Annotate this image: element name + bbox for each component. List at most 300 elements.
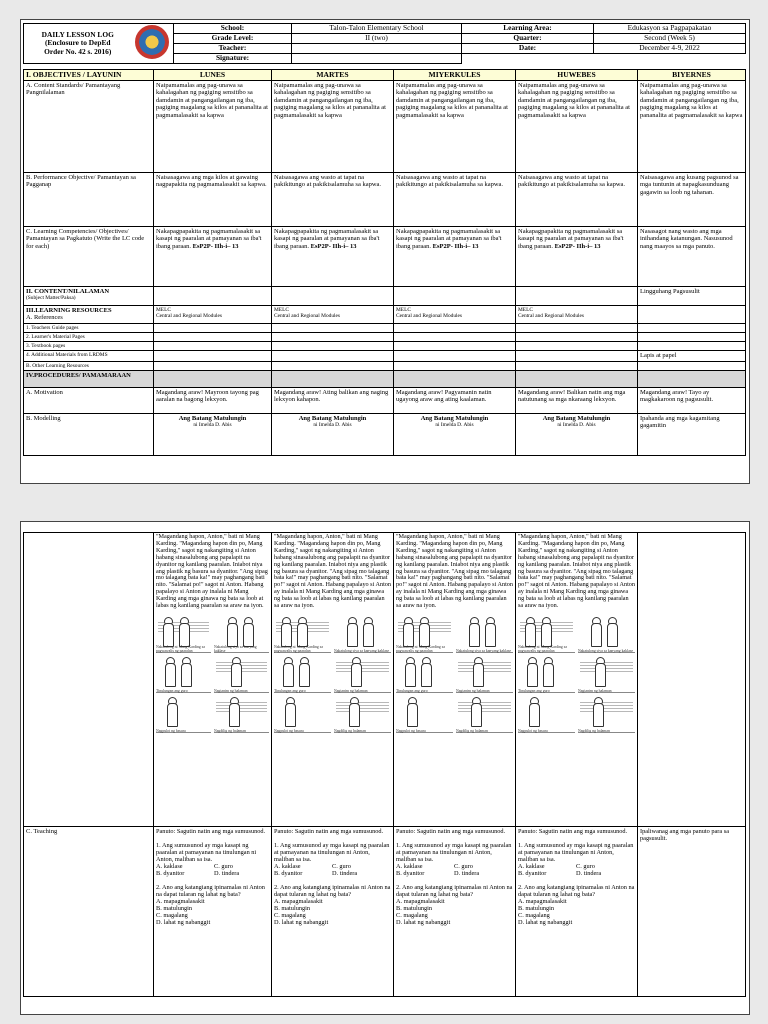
figure-body [525,623,536,647]
empty-cell [394,361,516,370]
story-illustrations [274,616,391,733]
quiz-q1-choices-row1 [156,863,269,870]
quiz-q1-b: B. dyanitor [396,870,425,877]
empty-cell [272,286,394,305]
resources-label [24,305,154,323]
illustration-1 [156,616,211,653]
lc-text: Nakapagpapakita ng pagmamalasakit sa kasapi ng paaralan at pamayanan sa iba't ibang paraan. [518,227,624,250]
quiz-q1-d: D. tindera [576,870,602,877]
caption: Tinulungan ang guro [156,688,188,693]
references-label: A. References [26,314,63,321]
quiz-q2-b: B. matulungin [396,905,433,912]
content-subheading: (Subject Matter/Paksa) [26,295,76,301]
tg-row [24,323,746,332]
gray-cell [638,370,746,387]
figure-body [591,623,602,647]
illustration-fence [336,702,389,712]
grade-value: II (two) [292,34,462,44]
illustration-fence [216,702,267,712]
quiz-q1-b: B. dyanitor [518,870,547,877]
teaching-tue [272,827,394,997]
quiz-q1-choices-row2 [396,870,513,877]
figure-body [595,663,606,687]
motivation-tue: Magandang araw! Ating balikan ang naging lekxyon kahapon. [272,387,394,413]
caption: Nagdilig ng halaman [214,728,246,733]
quiz-q2-d: D. lahat ng nabanggit [274,919,329,926]
modelling-label: B. Modelling [24,413,154,455]
figure-body [281,623,292,647]
figure-body [543,663,554,687]
story-title: Ang Batang Matulungin [420,414,489,422]
empty-cell [516,341,638,350]
caption: Nagdilig ng halaman [334,728,366,733]
resources-heading: III.LEARNING RESOURCES [26,306,112,314]
content-label [24,286,154,305]
empty-cell [516,351,638,362]
story-illustrations [156,616,269,733]
illustration-4 [456,656,513,693]
add-label: 4. Additional Materials from LRDMS [24,351,154,362]
illustration-1 [274,616,331,653]
performance-row [24,172,746,226]
illustration-fence [458,702,511,712]
story-text: "Magandang hapon, Anton," bati ni Mang Karding. "Magandang hapon din po, Mang Karding," sagot ng nakangiting si Anton habang sinasalubong ang papalapit na dyanitor ng kanilang paaralan. Iniabot niya ang plastik ng basura sa dyanitor. "Ang sipag mo talagang bata ka!" may paghangang bati nito. "Salamat po!" sagot ni Anton. Habang papalayo si Anton ay inalala ni Mang Karding ang mga ginawa ng bata sa loob at labas ng kanilang paaralan sa araw na iyon. [156,533,268,610]
empty-cell [154,323,272,332]
caption: Nagpulot ng basura [274,728,304,733]
day-biyernes: BIYERNES [638,70,746,81]
empty-cell [394,341,516,350]
empty-cell [394,332,516,341]
melc-label: MELC [274,306,289,313]
illustration-6 [456,696,513,733]
deped-logo-icon [135,25,169,59]
quarter-value: Second (Week 5) [594,34,746,44]
lesson-log-page-2 [20,521,750,1015]
quiz-instructions: Panuto: Sagutin natin ang mga sumusunod. [518,828,628,835]
quiz-q2-b: B. matulungin [274,905,311,912]
quiz-q2: 2. Ano ang katangiang ipinamalas ni Anton na dapat tularan ng lahat ng bata? [156,884,265,898]
quiz-q1-b: B. dyanitor [156,870,185,877]
lesson-log-page-1 [20,19,750,484]
figure-body [471,703,482,727]
modules-label: Central and Regional Modules [274,312,341,319]
header-table [23,23,746,64]
figure-body [349,703,360,727]
lesson-table [23,69,746,456]
empty-cell [638,332,746,341]
day-miyerkules: MIYERKULES [394,70,516,81]
teaching-thu [516,827,638,997]
figure-body [299,663,310,687]
melc-label: MELC [396,306,411,313]
illustration-1 [518,616,575,653]
performance-label: B. Performance Objective/ Pamantayan sa Pagganap [24,172,154,226]
procedures-row [24,370,746,387]
quiz-q2-a: A. mapagmalasakit [274,898,323,905]
caption: Tinulungan ang guro [518,688,550,693]
empty-cell [272,323,394,332]
area-label: Learning Area: [462,24,594,34]
quiz-q1: 1. Ang sumusunod ay mga kasapi ng paaralan at pamayanan na tinulungan ni Anton, maliban sa isa. [156,842,257,863]
illustration-3 [396,656,453,693]
empty-cell [516,323,638,332]
melc-tue [272,305,394,323]
modules-label: Central and Regional Modules [518,312,585,319]
blank-cell [462,54,594,64]
figure-body [527,663,538,687]
gray-cell [516,370,638,387]
illustration-3 [156,656,211,693]
content-standards-label: A. Content Standards/ Pamantayang Pangnilalaman [24,80,154,172]
empty-cell [516,286,638,305]
empty-cell [154,332,272,341]
resources-row [24,305,746,323]
empty-cell [154,341,272,350]
tb-label: 3. Textbook pages [24,341,154,350]
teacher-label: Teacher: [174,44,292,54]
empty-cell [272,332,394,341]
content-standards-mon: Naipamamalas ang pag-unawa sa kahalagahan ng pagiging sensitibo sa damdamin at pangangailangan ng iba, pagiging magalang sa kilos at pananalita at pagmamalasakit sa kapwa [154,80,272,172]
quiz-q1-a: A. kaklase [156,863,183,870]
lc-code: EsP2P- IIh-i– 13 [310,242,357,250]
quiz-q1: 1. Ang sumusunod ay mga kasapi ng paaralan at pamayanan na tinulungan ni Anton, maliban sa isa. [518,842,634,863]
figure-body [181,663,192,687]
quiz-q1-b: B. dyanitor [274,870,303,877]
figure-body [363,623,374,647]
figure-body [227,623,238,647]
motivation-row [24,387,746,413]
tg-label: 1. Teachers Guide pages [24,323,154,332]
gray-cell [272,370,394,387]
quiz-q2: 2. Ano ang katangiang ipinamalas ni Anton na dapat tularan ng lahat ng bata? [274,884,391,898]
performance-fri: Naisasagawa ang kusang pagsunod sa mga tuntunin at napagkasunduang gagawin sa loob ng tahanan. [638,172,746,226]
lc-text: Nakapagpapakita ng pagmamalasakit sa kasapi ng paaralan at pamayanan sa iba't ibang paraan. [156,227,262,250]
modelling-tue [272,413,394,455]
empty-cell [516,361,638,370]
teaching-fri: Ipaliwanag ang mga panuto para sa pagsusulit. [638,827,746,997]
quiz-q1: 1. Ang sumusunod ay mga kasapi ng paaralan at pamayanan na tinulungan ni Anton, maliban sa isa. [274,842,390,863]
illustration-4 [214,656,269,693]
story-mon [154,533,272,827]
empty-cell [394,286,516,305]
quiz-q1-d: D. tindera [214,870,240,877]
empty-cell [154,351,272,362]
other-label: B. Other Learning Resources [24,361,154,370]
story-text: "Magandang hapon, Anton," bati ni Mang Karding. "Magandang hapon din po, Mang Karding," sagot ng nakangiting si Anton habang sinasalubong ang papalapit na dyanitor ng kanilang paaralan. Iniabot niya ang plastik ng basura sa dyanitor. "Ang sipag mo talagang bata ka!" may paghangang bati nito. "Salamat po!" sagot ni Anton. Habang papalayo si Anton ay inalala ni Mang Karding ang mga ginawa ng bata sa loob at labas ng kanilang paaralan sa araw na iyon. [396,533,513,610]
story-row [24,533,746,827]
quiz-q1-d: D. tindera [454,870,480,877]
quiz-q1-c: C. guro [332,863,351,870]
quiz-q1-choices-row1 [274,863,391,870]
figure-body [529,703,540,727]
figure-body [297,623,308,647]
figure-body [179,623,190,647]
competencies-thu [516,226,638,286]
caption: Nakatulong siya sa kanyang kaklase [578,648,634,653]
story-title: Ang Batang Matulungin [298,414,367,422]
performance-tue: Naisasagawa ang wasto at tapat na pakikitungo at pakikisalamuha sa kapwa. [272,172,394,226]
content-heading: II. CONTENT/NILALAMAN [26,287,110,295]
caption: Nakatulong siya sa kanyang kaklase [456,648,512,653]
figure-body [607,623,618,647]
quiz-q1-choices-row2 [274,870,391,877]
competencies-tue [272,226,394,286]
figure-body [403,623,414,647]
illustration-5 [396,696,453,733]
caption: Nakatulong ni Mang Karding sa pagwawalis ng paaralan [518,644,567,653]
quiz-q2-c: C. magalang [156,912,188,919]
quiz-q1-a: A. kaklase [274,863,301,870]
story-illustrations [518,616,635,733]
caption: Nakatulong siya sa kanyang kaklase [334,648,390,653]
lc-code: EsP2P- IIh-i– 13 [192,242,239,250]
illustration-fence [580,702,633,712]
performance-mon: Naisasagawa ang mga kilos at gawaing nagpapakita ng pagmamalasakit sa kapwa. [154,172,272,226]
motivation-label: A. Motivation [24,387,154,413]
quiz-q1-d: D. tindera [332,870,358,877]
story-illustrations [396,616,513,733]
empty-cell [638,533,746,827]
caption: Nagdilig ng halaman [456,728,488,733]
illustration-6 [214,696,269,733]
caption: Nagpulot ng basura [396,728,426,733]
date-label: Date: [462,44,594,54]
empty-cell [516,332,638,341]
figure-body [163,623,174,647]
caption: Nagtanim ng halaman [334,688,368,693]
story-text: "Magandang hapon, Anton," bati ni Mang Karding. "Magandang hapon din po, Mang Karding," sagot ng nakangiting si Anton habang sinasalubong ang papalapit na dyanitor ng kanilang paaralan. Iniabot niya ang plastik ng basura sa dyanitor. "Ang sipag mo talagang bata ka!" may paghangang bati nito. "Salamat po!" sagot ni Anton. Habang papalayo si Anton ay inalala ni Mang Karding ang mga ginawa ng bata sa loob at labas ng kanilang paaralan sa araw na iyon. [274,533,391,610]
empty-cell [638,305,746,323]
motivation-wed: Magandang araw! Pagyamanin natin ugayong araw ang ating kaalaman. [394,387,516,413]
melc-wed [394,305,516,323]
illustration-2 [334,616,391,653]
caption: Nagtanim ng halaman [214,688,248,693]
teaching-wed [394,827,516,997]
quiz-q2-b: B. matulungin [156,905,193,912]
quiz-q2-c: C. magalang [396,912,428,919]
competencies-label: C. Learning Competencies/ Objectives/ Pamantayan sa Pagkatuto (Write the LC code for each) [24,226,154,286]
illustration-2 [456,616,513,653]
caption: Nakatulong ni Mang Karding sa pagwawalis ng paaralan [156,644,205,653]
add-row [24,351,746,362]
day-header-row [24,70,746,81]
performance-thu: Naisasagawa ang wasto at tapat na pakikitungo at pakikisalamuha sa kapwa. [516,172,638,226]
quiz-q1-choices-row1 [518,863,635,870]
empty-cell [154,286,272,305]
caption: Nakatulong siya sa kanyang kaklase [214,644,257,653]
illustration-fence [336,662,389,672]
teaching-row [24,827,746,997]
quiz-instructions: Panuto: Sagutin natin ang mga sumusunod. [274,828,384,835]
caption: Tinulungan ang guro [396,688,428,693]
lc-text: Nakapagpapakita ng pagmamalasakit sa kasapi ng paaralan at pamayanan sa iba't ibang paraan. [274,227,380,250]
illustration-fence [458,662,511,672]
quiz-q2-a: A. mapagmalasakit [396,898,445,905]
signature-label: Signature: [174,54,292,64]
teacher-value [292,44,462,54]
blank-cell [594,54,746,64]
figure-body [231,663,242,687]
log-subtitle-2: Order No. 42 s. 2016) [44,46,112,56]
figure-body [165,663,176,687]
motivation-mon: Magandang araw! Mayroon tayong pag aaralan na bagong lekxyon. [154,387,272,413]
quiz-q1-choices-row2 [518,870,635,877]
empty-cell [394,351,516,362]
modelling-mon [154,413,272,455]
lesson-table-continued [23,532,746,997]
illustration-6 [334,696,391,733]
lc-code: EsP2P- IIh-i– 13 [432,242,479,250]
grade-label: Grade Level: [174,34,292,44]
caption: Nagtanim ng halaman [578,688,612,693]
quarter-label: Quarter: [462,34,594,44]
teaching-label: C. Teaching [24,827,154,997]
quiz-q2: 2. Ano ang katangiang ipinamalas ni Anton na dapat tularan ng lahat ng bata? [518,884,635,898]
school-label: School: [174,24,292,34]
illustration-3 [518,656,575,693]
illustration-fence [580,662,633,672]
teaching-mon [154,827,272,997]
tb-row [24,341,746,350]
quiz-q2: 2. Ano ang katangiang ipinamalas ni Anton na dapat tularan ng lahat ng bata? [396,884,513,898]
gray-cell [154,370,272,387]
figure-body [167,703,178,727]
figure-body [593,703,604,727]
illustration-6 [578,696,635,733]
competencies-row [24,226,746,286]
melc-label: MELC [156,306,171,313]
figure-body [351,663,362,687]
story-author: ni Imelda D. Abis [435,422,474,429]
competencies-mon [154,226,272,286]
competencies-wed [394,226,516,286]
figure-body [283,663,294,687]
quiz-q2-a: A. mapagmalasakit [518,898,567,905]
lc-text: Nakapagpapakita ng pagmamalasakit sa kasapi ng paaralan at pamayanan sa iba't ibang paraan. [396,227,502,250]
melc-mon [154,305,272,323]
lm-label: 2. Learner's Material Pages [24,332,154,341]
illustration-2 [578,616,635,653]
empty-cell [394,323,516,332]
empty-cell [272,351,394,362]
content-standards-row [24,80,746,172]
caption: Nagdilig ng halaman [578,728,610,733]
caption: Tinulungan ang guro [274,688,306,693]
quiz-q1-choices-row2 [156,870,269,877]
quiz-q1-c: C. guro [576,863,595,870]
illustration-5 [518,696,575,733]
figure-body [229,703,240,727]
quiz-q2-c: C. magalang [518,912,550,919]
other-fri: Lapis at papel [638,351,746,362]
modelling-row [24,413,746,455]
modelling-thu [516,413,638,455]
lc-code: EsP2P- IIh-i– 13 [554,242,601,250]
illustration-2 [214,616,269,653]
content-row [24,286,746,305]
other-row [24,361,746,370]
empty-cell [24,533,154,827]
empty-cell [154,361,272,370]
competencies-fri: Nasasagot nang wasto ang mga inihandang katanungan. Nasusunod nang maayos sa mga panuto. [638,226,746,286]
gray-cell [394,370,516,387]
figure-body [347,623,358,647]
figure-body [285,703,296,727]
story-title: Ang Batang Matulungin [542,414,611,422]
figure-body [407,703,418,727]
illustration-5 [156,696,211,733]
quiz-q2-a: A. mapagmalasakit [156,898,205,905]
day-martes: MARTES [272,70,394,81]
quiz-q2-b: B. matulungin [518,905,555,912]
log-title: DAILY LESSON LOG [41,29,114,39]
empty-cell [272,341,394,350]
signature-value [292,54,462,64]
story-wed [394,533,516,827]
procedures-heading: IV.PROCEDURES/ PAMAMARAAN [24,370,154,387]
quiz-q1-a: A. kaklase [396,863,423,870]
caption: Nakatulong ni Mang Karding sa pagwawalis ng paaralan [274,644,323,653]
caption: Nakatulong ni Mang Karding sa pagwawalis ng paaralan [396,644,445,653]
objectives-heading: I. OBJECTIVES / LAYUNIN [24,70,154,81]
motivation-fri: Magandang araw! Tayo ay magkakaroon ng pagsusulit. [638,387,746,413]
day-lunes: LUNES [154,70,272,81]
figure-body [243,623,254,647]
performance-wed: Naisasagawa ang wasto at tapat na pakikitungo at pakikisalamuha sa kapwa. [394,172,516,226]
log-title-cell [24,24,132,64]
motivation-thu: Magandang araw! Balikan natin ang mga natutunang sa mga nkaraang lekxyon. [516,387,638,413]
empty-cell [638,341,746,350]
caption: Nagpulot ng basura [156,728,186,733]
deped-logo-cell [132,24,174,64]
empty-cell [638,361,746,370]
story-author: ni Imelda D. Abis [193,422,232,429]
quiz-q1-c: C. guro [214,863,233,870]
illustration-4 [334,656,391,693]
figure-body [421,663,432,687]
content-standards-tue: Naipamamalas ang pag-unawa sa kahalagahan ng pagiging sensitibo sa damdamin at pangangailangan ng iba, pagiging magalang sa kilos at pananalita at pagmamalasakit sa kapwa [272,80,394,172]
content-fri: Lingguhang Pagsusulit [638,286,746,305]
quiz-instructions: Panuto: Sagutin natin ang mga sumusunod. [396,828,506,835]
illustration-5 [274,696,331,733]
story-thu [516,533,638,827]
quiz-q1-c: C. guro [454,863,473,870]
story-tue [272,533,394,827]
modelling-fri: Ipahanda ang mga kagamitang gagamitin [638,413,746,455]
illustration-4 [578,656,635,693]
school-value: Talon-Talon Elementary School [292,24,462,34]
log-subtitle-1: (Enclosure to DepEd [44,38,111,48]
quiz-q2-d: D. lahat ng nabanggit [518,919,573,926]
story-author: ni Imelda D. Abis [313,422,352,429]
modules-label: Central and Regional Modules [156,312,223,319]
content-standards-fri: Naipamamalas ang pag-unawa sa kahalagahan ng pagiging sensitibo sa damdamin at pangangailangan ng iba, pagiging magalang sa kilos at pananalita at pagmamalasakit sa kapwa [638,80,746,172]
quiz-q1-a: A. kaklase [518,863,545,870]
figure-body [473,663,484,687]
empty-cell [638,323,746,332]
figure-body [541,623,552,647]
day-huwebes: HUWEBES [516,70,638,81]
lm-row [24,332,746,341]
story-text: "Magandang hapon, Anton," bati ni Mang Karding. "Magandang hapon din po, Mang Karding," sagot ng nakangiting si Anton habang sinasalubong ang papalapit na dyanitor ng kanilang paaralan. Iniabot niya ang plastik ng basura sa dyanitor. "Ang sipag mo talagang bata ka!" may paghangang bati nito. "Salamat po!" sagot ni Anton. Habang papalayo si Anton ay inalala ni Mang Karding ang mga ginawa ng bata sa loob at labas ng kanilang paaralan sa araw na iyon. [518,533,635,610]
caption: Nagpulot ng basura [518,728,548,733]
modelling-wed [394,413,516,455]
quiz-q1-choices-row1 [396,863,513,870]
content-standards-thu: Naipamamalas ang pag-unawa sa kahalagahan ng pagiging sensitibo sa damdamin at pangangailangan ng iba, pagiging magalang sa kilos at pananalita at pagmamalasakit sa kapwa [516,80,638,172]
quiz-q1: 1. Ang sumusunod ay mga kasapi ng paaralan at pamayanan na tinulungan ni Anton, maliban sa isa. [396,842,512,863]
figure-body [485,623,496,647]
illustration-1 [396,616,453,653]
